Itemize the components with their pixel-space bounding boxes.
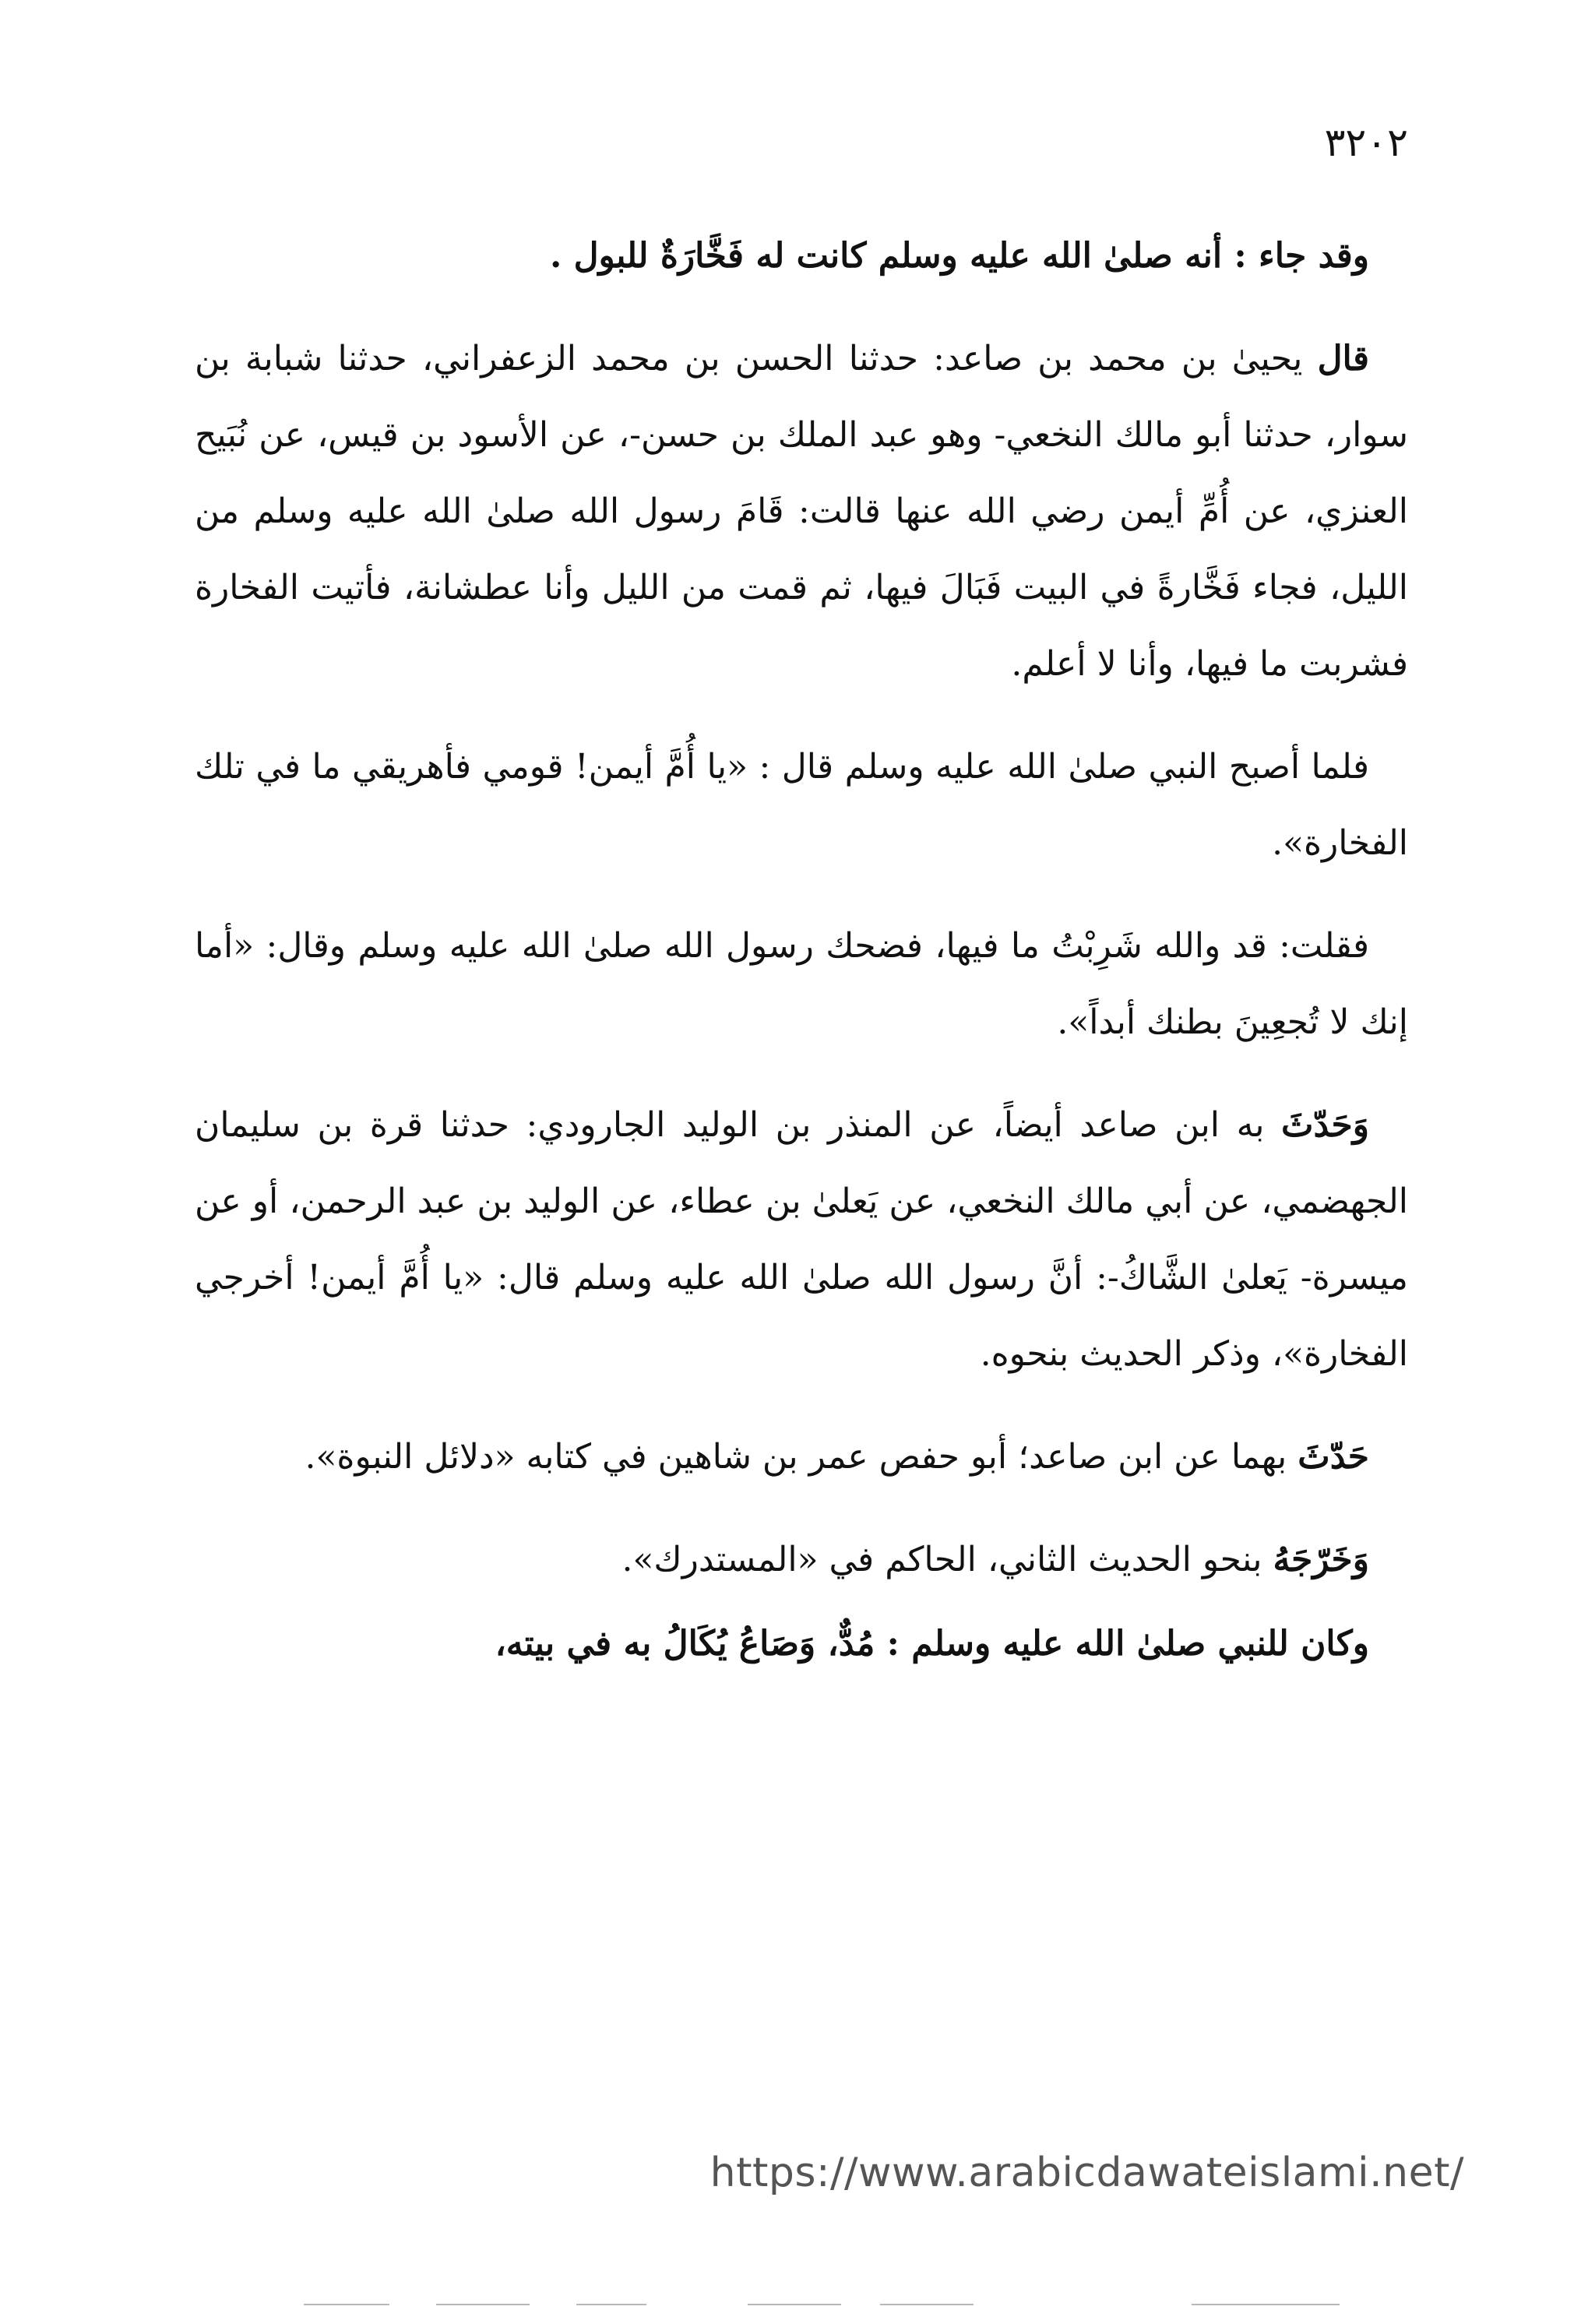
paragraph-3 bbox=[195, 729, 1408, 882]
page-number: ٣٢٠٢ bbox=[1324, 120, 1408, 165]
footer-rule bbox=[1192, 2304, 1340, 2305]
paragraph-8 bbox=[195, 1606, 1408, 1682]
paragraph-5-lead: وَحَدّثَ bbox=[1281, 1105, 1369, 1145]
footer-rule bbox=[576, 2304, 646, 2305]
footer-rule bbox=[436, 2304, 530, 2305]
body-text bbox=[195, 218, 1408, 1709]
paragraph-2-text: يحيىٰ بن محمد بن صاعد: حدثنا الحسن بن محمد الزعفراني، حدثنا شبابة بن سوار، حدثنا أبو مالك النخعي- وهو عبد الملك بن حسن-، عن الأسود بن قيس، عن نُبَيح العنزي، عن أُمِّ أيمن رضي الله عنها قالت: قَامَ رسول الله صلىٰ الله عليه وسلم من الليل، فجاء فَخَّارةً في البيت فَبَالَ فيها، ثم قمت من الليل وأنا عطشانة، فأتيت الفخارة فشربت ما فيها، وأنا لا أعلم. bbox=[195, 339, 1408, 684]
paragraph-6-lead: حَدّثَ bbox=[1298, 1437, 1369, 1477]
paragraph-6 bbox=[195, 1419, 1408, 1495]
paragraph-7-text: بنحو الحديث الثاني، الحاكم في «المستدرك». bbox=[621, 1540, 1273, 1579]
footer-rule bbox=[880, 2304, 974, 2305]
paragraph-2 bbox=[195, 321, 1408, 702]
paragraph-7 bbox=[195, 1522, 1408, 1598]
paragraph-3-text: فلما أصبح النبي صلىٰ الله عليه وسلم قال : «يا أُمَّ أيمن! قومي فأهريقي ما في تلك الفخارة». bbox=[195, 747, 1408, 863]
paragraph-5-text: به ابن صاعد أيضاً، عن المنذر بن الوليد الجارودي: حدثنا قرة بن سليمان الجهضمي، عن أبي مالك النخعي، عن يَعلىٰ بن عطاء، عن الوليد بن عبد الرحمن، أو عن ميسرة- يَعلىٰ الشَّاكُ-: أنَّ رسول الله صلىٰ الله عليه وسلم قال: «يا أُمَّ أيمن! أخرجي الفخارة»، وذكر الحديث بنحوه. bbox=[195, 1105, 1408, 1374]
paragraph-4 bbox=[195, 908, 1408, 1061]
paragraph-6-text: بهما عن ابن صاعد؛ أبو حفص عمر بن شاهين في كتابه «دلائل النبوة». bbox=[305, 1437, 1298, 1477]
watermark-url: https://www.arabicdawateislami.net/ bbox=[710, 2150, 1464, 2196]
paragraph-8-text: وكان للنبي صلىٰ الله عليه وسلم : مُدٌّ، وَصَاعُ يُكَالُ به في بيته، bbox=[495, 1624, 1369, 1664]
paragraph-5 bbox=[195, 1087, 1408, 1393]
paragraph-1 bbox=[195, 218, 1408, 294]
footer-rule bbox=[304, 2304, 389, 2305]
paragraph-1-text: وقد جاء : أنه صلىٰ الله عليه وسلم كانت له فَخَّارَةٌ للبول . bbox=[549, 236, 1369, 276]
paragraph-7-lead: وَخَرّجَهُ bbox=[1273, 1540, 1369, 1579]
footer-rule bbox=[748, 2304, 841, 2305]
paragraph-4-text: فقلت: قد والله شَرِبْتُ ما فيها، فضحك رسول الله صلىٰ الله عليه وسلم وقال: «أما إنك لا تُجعِينَ بطنك أبداً». bbox=[195, 926, 1408, 1042]
paragraph-2-lead: قال bbox=[1317, 339, 1369, 379]
